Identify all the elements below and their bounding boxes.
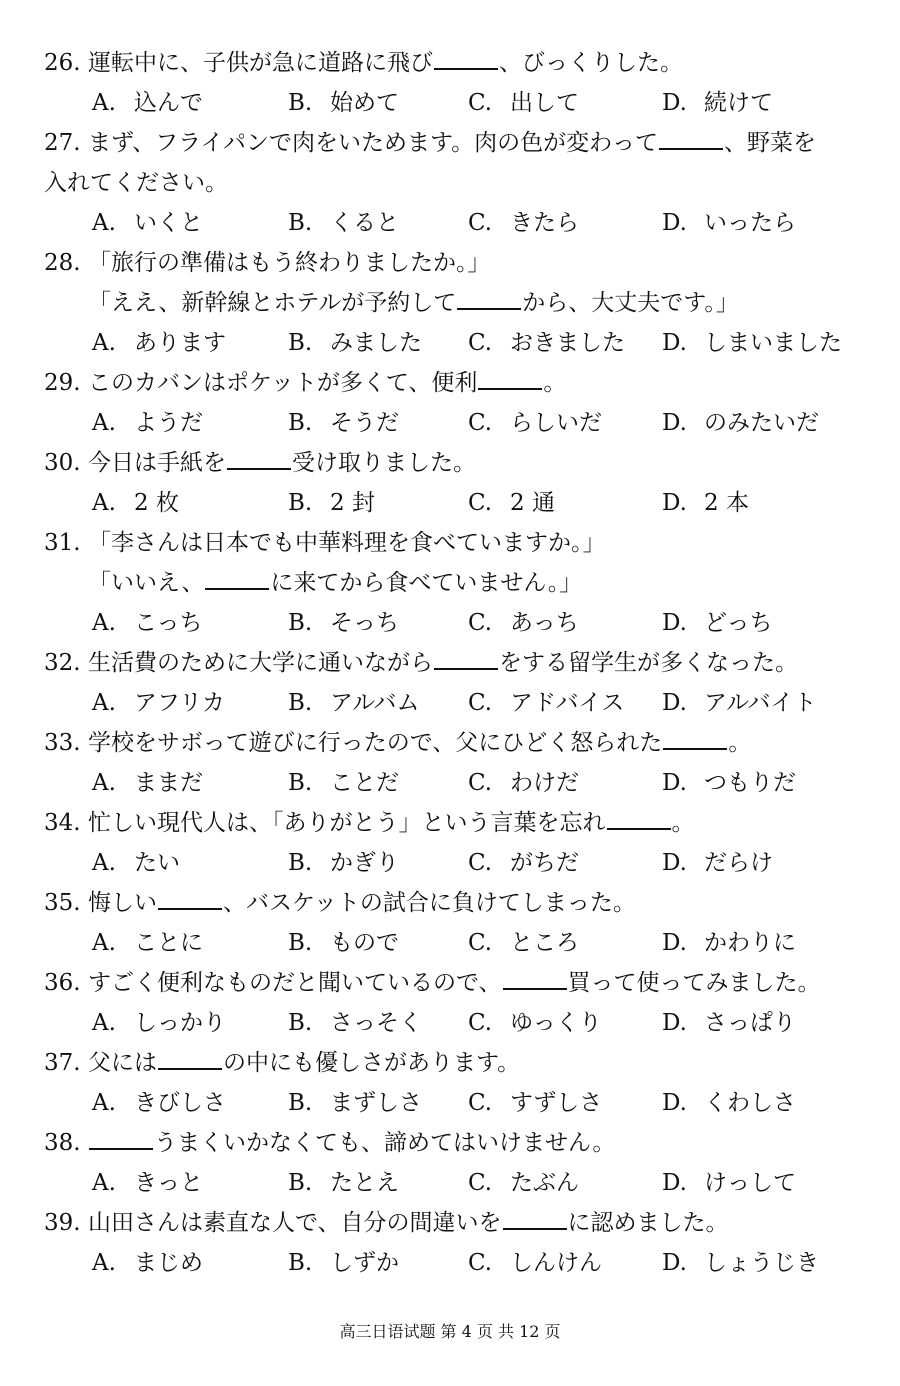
option-letter: C. bbox=[468, 490, 493, 516]
option-text: つもりだ bbox=[704, 770, 796, 796]
option-text: 2 本 bbox=[704, 490, 749, 516]
question-number: 33. bbox=[44, 730, 81, 756]
option-letter: A. bbox=[92, 690, 116, 716]
option-text: 2 通 bbox=[510, 490, 555, 516]
option-text: 2 枚 bbox=[134, 490, 179, 516]
option-text: かぎり bbox=[330, 850, 399, 876]
option-text: がちだ bbox=[510, 850, 579, 876]
question-number: 38. bbox=[44, 1130, 81, 1156]
answer-option bbox=[468, 328, 625, 358]
option-letter: D. bbox=[662, 90, 687, 116]
option-letter: A. bbox=[92, 770, 116, 796]
option-text: けっして bbox=[704, 1170, 796, 1196]
option-text: きたら bbox=[510, 210, 579, 236]
question-line bbox=[88, 568, 582, 598]
answer-blank bbox=[89, 1128, 153, 1150]
option-letter: A. bbox=[92, 610, 116, 636]
option-letter: D. bbox=[662, 1170, 687, 1196]
option-letter: C. bbox=[468, 410, 493, 436]
option-text: しまいました bbox=[704, 330, 842, 356]
option-text: そっち bbox=[330, 610, 399, 636]
question-line bbox=[88, 288, 739, 318]
option-text: くると bbox=[330, 210, 399, 236]
option-text: ことだ bbox=[330, 770, 399, 796]
question-text: をする留学生が多くなった。 bbox=[499, 650, 798, 676]
option-text: らしいだ bbox=[510, 410, 602, 436]
option-text: まずしさ bbox=[330, 1090, 422, 1116]
answer-option bbox=[662, 848, 773, 878]
question-text: 「いいえ、 bbox=[88, 570, 205, 596]
option-text: 2 封 bbox=[330, 490, 375, 516]
answer-option bbox=[662, 768, 796, 798]
question-text: 「李さんは日本でも中華料理を食べていますか。」 bbox=[88, 530, 606, 556]
answer-blank bbox=[663, 728, 727, 750]
answer-blank bbox=[227, 448, 291, 470]
option-text: しょうじき bbox=[704, 1250, 819, 1276]
answer-option bbox=[662, 608, 773, 638]
question-line bbox=[44, 368, 566, 398]
answer-option bbox=[662, 688, 816, 718]
option-letter: B. bbox=[288, 1090, 313, 1116]
answer-option bbox=[92, 88, 203, 118]
question-number: 36. bbox=[44, 970, 81, 996]
option-text: すずしさ bbox=[510, 1090, 603, 1116]
answer-option bbox=[288, 768, 399, 798]
answer-option bbox=[288, 328, 422, 358]
question-text: 。 bbox=[543, 370, 567, 396]
option-text: 出して bbox=[510, 90, 579, 116]
question-text: 忙しい現代人は、「ありがとう」という言葉を忘れ bbox=[88, 810, 606, 836]
question-line bbox=[44, 528, 606, 558]
option-letter: A. bbox=[92, 850, 116, 876]
option-letter: B. bbox=[288, 610, 313, 636]
question-text: 、野菜を bbox=[723, 130, 816, 156]
option-text: アフリカ bbox=[134, 690, 225, 716]
option-letter: B. bbox=[288, 930, 313, 956]
option-letter: A. bbox=[92, 410, 116, 436]
answer-option bbox=[92, 488, 179, 518]
question-line bbox=[44, 1048, 520, 1078]
option-text: まじめ bbox=[134, 1250, 203, 1276]
answer-option bbox=[288, 848, 399, 878]
option-text: アルバイト bbox=[704, 690, 817, 716]
question-number: 35. bbox=[44, 890, 81, 916]
question-number: 32. bbox=[44, 650, 81, 676]
answer-option bbox=[92, 848, 180, 878]
answer-option bbox=[288, 608, 399, 638]
answer-blank bbox=[457, 288, 521, 310]
answer-option bbox=[662, 1088, 796, 1118]
question-text: 運転中に、子供が急に道路に飛び bbox=[88, 50, 433, 76]
question-number: 37. bbox=[44, 1050, 81, 1076]
question-line bbox=[44, 248, 491, 278]
answer-option bbox=[662, 928, 796, 958]
question-number: 31. bbox=[44, 530, 81, 556]
option-text: アドバイス bbox=[510, 690, 625, 716]
answer-option bbox=[468, 1088, 602, 1118]
option-letter: B. bbox=[288, 850, 313, 876]
option-text: いくと bbox=[134, 210, 203, 236]
option-letter: D. bbox=[662, 1010, 687, 1036]
option-letter: B. bbox=[288, 1170, 313, 1196]
question-text: このカバンはポケットが多くて、便利 bbox=[88, 370, 478, 396]
answer-option bbox=[468, 1008, 602, 1038]
question-text: 生活費のために大学に通いながら bbox=[88, 650, 433, 676]
answer-option bbox=[662, 1168, 796, 1198]
option-text: 込んで bbox=[134, 90, 203, 116]
answer-blank bbox=[503, 1208, 567, 1230]
option-letter: A. bbox=[92, 1250, 116, 1276]
option-text: たい bbox=[134, 850, 180, 876]
question-line bbox=[44, 888, 636, 918]
answer-option bbox=[92, 1248, 203, 1278]
option-text: 続けて bbox=[704, 90, 773, 116]
option-letter: C. bbox=[468, 1010, 493, 1036]
option-text: ままだ bbox=[134, 770, 203, 796]
question-line bbox=[44, 128, 816, 158]
option-letter: B. bbox=[288, 1010, 313, 1036]
answer-option bbox=[92, 1088, 226, 1118]
answer-blank bbox=[434, 648, 498, 670]
option-text: くわしさ bbox=[704, 1090, 796, 1116]
question-line bbox=[44, 48, 683, 78]
question-text: すごく便利なものだと聞いているので、 bbox=[88, 970, 502, 996]
option-text: しっかり bbox=[134, 1010, 226, 1036]
option-letter: B. bbox=[288, 90, 313, 116]
answer-option bbox=[662, 1248, 819, 1278]
question-text: 学校をサボって遊びに行ったので、父にひどく怒られた bbox=[88, 730, 663, 756]
option-letter: C. bbox=[468, 210, 493, 236]
option-text: こっち bbox=[134, 610, 203, 636]
page-footer: 高三日语试题 第 4 页 共 12 页 bbox=[339, 1322, 561, 1341]
answer-option bbox=[468, 408, 602, 438]
question-number: 34. bbox=[44, 810, 81, 836]
answer-option bbox=[288, 928, 399, 958]
option-letter: A. bbox=[92, 1010, 116, 1036]
answer-option bbox=[662, 408, 819, 438]
option-letter: A. bbox=[92, 1170, 116, 1196]
answer-option bbox=[92, 208, 203, 238]
option-text: ゆっくり bbox=[510, 1010, 602, 1036]
answer-option bbox=[288, 408, 399, 438]
question-text: まず、フライパンで肉をいためます。肉の色が変わって bbox=[88, 130, 658, 156]
option-text: しんけん bbox=[510, 1250, 602, 1276]
question-text: 。 bbox=[671, 810, 695, 836]
question-text: 受け取りました。 bbox=[292, 450, 476, 476]
answer-blank bbox=[158, 1048, 222, 1070]
option-text: 始めて bbox=[330, 90, 399, 116]
answer-blank bbox=[205, 568, 269, 590]
answer-option bbox=[92, 1168, 203, 1198]
answer-option bbox=[662, 488, 749, 518]
answer-blank bbox=[158, 888, 222, 910]
question-number: 26. bbox=[44, 50, 81, 76]
option-text: たとえ bbox=[330, 1170, 399, 1196]
option-letter: A. bbox=[92, 1090, 116, 1116]
option-letter: B. bbox=[288, 330, 313, 356]
answer-option bbox=[468, 848, 579, 878]
answer-option bbox=[468, 928, 579, 958]
option-letter: B. bbox=[288, 410, 313, 436]
option-letter: A. bbox=[92, 210, 116, 236]
answer-option bbox=[288, 688, 419, 718]
question-text: 父には bbox=[88, 1050, 157, 1076]
option-letter: D. bbox=[662, 770, 687, 796]
option-text: あります bbox=[134, 330, 226, 356]
question-text: から、大丈夫です。」 bbox=[522, 290, 739, 316]
option-text: のみたいだ bbox=[704, 410, 819, 436]
answer-option bbox=[288, 1248, 399, 1278]
answer-option bbox=[288, 1168, 399, 1198]
answer-option bbox=[468, 88, 579, 118]
option-letter: A. bbox=[92, 490, 116, 516]
answer-option bbox=[288, 1008, 422, 1038]
option-text: みました bbox=[330, 330, 422, 356]
option-letter: C. bbox=[468, 90, 493, 116]
option-text: もので bbox=[330, 930, 399, 956]
answer-option bbox=[288, 88, 399, 118]
question-line bbox=[44, 648, 798, 678]
option-text: かわりに bbox=[704, 930, 796, 956]
answer-blank bbox=[607, 808, 671, 830]
answer-blank bbox=[503, 968, 567, 990]
question-number: 29. bbox=[44, 370, 81, 396]
answer-option bbox=[468, 488, 555, 518]
question-text: 「旅行の準備はもう終わりましたか。」 bbox=[88, 250, 491, 276]
option-text: そうだ bbox=[330, 410, 399, 436]
option-letter: C. bbox=[468, 1170, 493, 1196]
answer-option bbox=[92, 608, 203, 638]
answer-option bbox=[288, 488, 375, 518]
question-text: 「ええ、新幹線とホテルが予約して bbox=[88, 290, 457, 316]
option-text: ところ bbox=[510, 930, 579, 956]
answer-option bbox=[92, 928, 203, 958]
answer-option bbox=[288, 208, 399, 238]
option-text: だらけ bbox=[704, 850, 773, 876]
option-text: アルバム bbox=[330, 690, 420, 716]
option-text: たぶん bbox=[510, 1170, 579, 1196]
option-text: わけだ bbox=[510, 770, 579, 796]
answer-option bbox=[92, 688, 225, 718]
question-text: 入れてください。 bbox=[44, 170, 228, 196]
question-text: 今日は手紙を bbox=[88, 450, 226, 476]
option-letter: B. bbox=[288, 770, 313, 796]
question-text: の中にも優しさがあります。 bbox=[223, 1050, 521, 1076]
option-text: おきました bbox=[510, 330, 625, 356]
answer-option bbox=[468, 1248, 602, 1278]
option-letter: D. bbox=[662, 210, 687, 236]
question-line bbox=[44, 728, 751, 758]
question-number: 27. bbox=[44, 130, 81, 156]
option-text: ことに bbox=[134, 930, 203, 956]
option-letter: D. bbox=[662, 610, 687, 636]
answer-blank bbox=[434, 48, 498, 70]
option-letter: B. bbox=[288, 490, 313, 516]
answer-option bbox=[468, 608, 579, 638]
option-text: さっぱり bbox=[704, 1010, 796, 1036]
option-letter: B. bbox=[288, 690, 313, 716]
question-number: 28. bbox=[44, 250, 81, 276]
answer-option bbox=[92, 408, 203, 438]
answer-blank bbox=[478, 368, 542, 390]
answer-option bbox=[468, 1168, 579, 1198]
question-line bbox=[44, 1208, 729, 1238]
answer-option bbox=[468, 208, 579, 238]
option-letter: B. bbox=[288, 1250, 313, 1276]
question-text: に認めました。 bbox=[567, 1210, 729, 1236]
option-letter: C. bbox=[468, 930, 493, 956]
question-text: 悔しい bbox=[88, 890, 157, 916]
answer-option bbox=[662, 208, 796, 238]
answer-option bbox=[92, 1008, 226, 1038]
question-line bbox=[44, 448, 476, 478]
option-text: ようだ bbox=[134, 410, 203, 436]
question-text: うまくいかなくても、諦めてはいけません。 bbox=[154, 1130, 616, 1156]
answer-option bbox=[662, 88, 773, 118]
question-text: 山田さんは素直な人で、自分の間違いを bbox=[88, 1210, 502, 1236]
option-letter: C. bbox=[468, 1250, 493, 1276]
option-letter: A. bbox=[92, 330, 116, 356]
option-letter: D. bbox=[662, 410, 687, 436]
option-text: あっち bbox=[510, 610, 579, 636]
question-line bbox=[44, 1128, 615, 1158]
answer-option bbox=[468, 688, 624, 718]
option-letter: D. bbox=[662, 930, 687, 956]
option-text: いったら bbox=[704, 210, 796, 236]
question-number: 39. bbox=[44, 1210, 81, 1236]
option-letter: A. bbox=[92, 930, 116, 956]
option-text: きびしさ bbox=[134, 1090, 226, 1116]
answer-option bbox=[468, 768, 579, 798]
option-text: きっと bbox=[134, 1170, 203, 1196]
question-line bbox=[44, 168, 228, 198]
option-letter: A. bbox=[92, 90, 116, 116]
answer-option bbox=[288, 1088, 422, 1118]
option-text: さっそく bbox=[330, 1010, 422, 1036]
option-letter: D. bbox=[662, 1250, 687, 1276]
question-text: に来てから食べていません。」 bbox=[270, 570, 583, 596]
question-text: 買って使ってみました。 bbox=[567, 970, 821, 996]
option-text: しずか bbox=[330, 1250, 399, 1276]
option-letter: D. bbox=[662, 690, 687, 716]
option-letter: C. bbox=[468, 1090, 493, 1116]
answer-option bbox=[92, 328, 226, 358]
question-line bbox=[44, 808, 695, 838]
option-letter: D. bbox=[662, 1090, 687, 1116]
option-letter: B. bbox=[288, 210, 313, 236]
question-text: 、びっくりした。 bbox=[499, 50, 683, 76]
option-letter: C. bbox=[468, 850, 493, 876]
option-letter: C. bbox=[468, 610, 493, 636]
question-text: 。 bbox=[728, 730, 752, 756]
option-letter: C. bbox=[468, 690, 493, 716]
option-letter: D. bbox=[662, 330, 687, 356]
option-letter: C. bbox=[468, 330, 493, 356]
option-text: どっち bbox=[704, 610, 773, 636]
answer-option bbox=[662, 328, 842, 358]
question-text: 、バスケットの試合に負けてしまった。 bbox=[223, 890, 636, 916]
option-letter: D. bbox=[662, 850, 687, 876]
answer-blank bbox=[659, 128, 723, 150]
option-letter: D. bbox=[662, 490, 687, 516]
answer-option bbox=[92, 768, 203, 798]
answer-option bbox=[662, 1008, 796, 1038]
option-letter: C. bbox=[468, 770, 493, 796]
question-number: 30. bbox=[44, 450, 81, 476]
question-line bbox=[44, 968, 821, 998]
